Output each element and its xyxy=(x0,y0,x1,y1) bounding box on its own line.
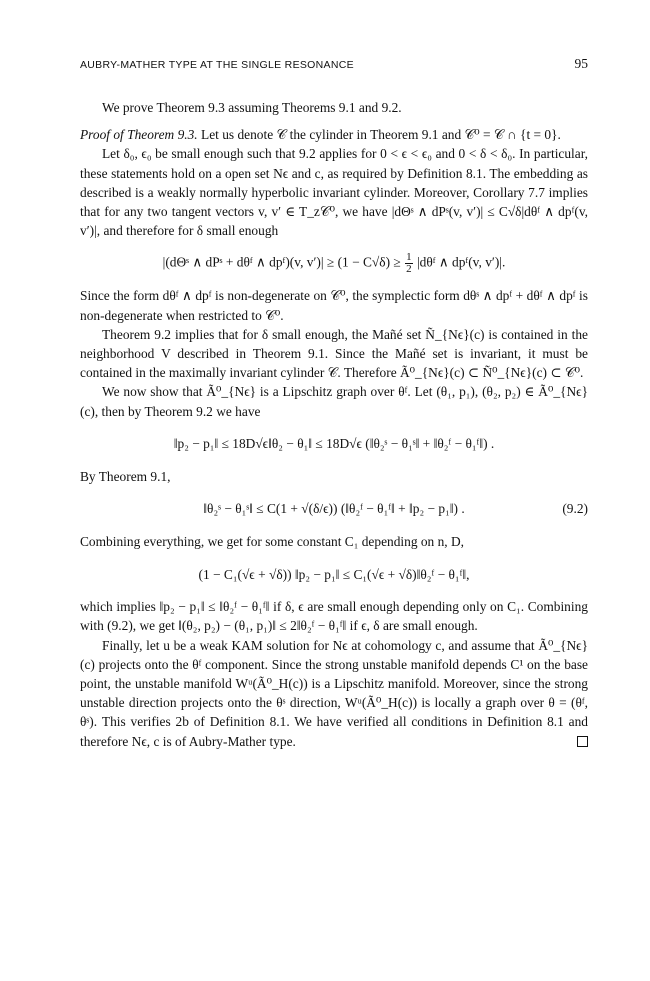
equation-3 xyxy=(80,498,588,520)
equation-3-number: (9.2) xyxy=(562,501,588,517)
proof-label: Proof of Theorem 9.3. xyxy=(80,127,198,143)
equation-1-rhs: |dθᶠ ∧ dpᶠ(v, v′)|. xyxy=(416,254,506,270)
equation-1-fraction xyxy=(405,252,413,275)
proof-paragraph-6: By Theorem 9.1, xyxy=(80,468,171,484)
proof-paragraph-5: We now show that Ã⁰_{Nϵ} is a Lipschitz graph over θᶠ. Let (θ₁, p₁), (θ₂, p₂) ∈ Ã⁰_{Nϵ}(c), then by Theorem 9.2 we have xyxy=(80,384,588,419)
intro-paragraph: We prove Theorem 9.3 assuming Theorems 9.1 and 9.2. xyxy=(102,100,402,115)
page-number: 95 xyxy=(574,56,588,71)
proof-text-1: Let us denote 𝒞 the cylinder in Theorem 9.1 and 𝒞⁰ = 𝒞 ∩ {t = 0}. xyxy=(201,127,561,143)
qed-box-icon xyxy=(577,736,588,747)
proof-paragraph-8: which implies ‖p₂ − p₁‖ ≤ ‖θ₂ᶠ − θ₁ᶠ‖ if δ, ϵ are small enough depending only on C₁. Combining with (9.2), we get ‖(θ₂, p₂) − (θ₁, p₁)‖ ≤ 2‖θ₂ᶠ − θ₁ᶠ‖ if ϵ, δ are small enough. xyxy=(80,599,588,634)
equation-4 xyxy=(80,563,588,585)
fraction-denominator: 2 xyxy=(406,262,412,275)
equation-2 xyxy=(80,433,588,455)
equation-3-text: ‖θ₂ˢ − θ₁ˢ‖ ≤ C(1 + √(δ/ϵ)) (‖θ₂ᶠ − θ₁ᶠ‖ + ‖p₂ − p₁‖) . xyxy=(203,501,465,517)
equation-2-text: ‖p₂ − p₁‖ ≤ 18D√ϵ‖θ₂ − θ₁‖ ≤ 18D√ϵ (‖θ₂ˢ − θ₁ˢ‖ + ‖θ₂ᶠ − θ₁ᶠ‖) . xyxy=(173,436,495,452)
page-body xyxy=(80,98,588,751)
proof-paragraph-9 xyxy=(80,636,588,751)
proof-paragraph-1 xyxy=(80,125,588,144)
proof-paragraph-7: Combining everything, we get for some constant C₁ depending on n, D, xyxy=(80,534,465,550)
proof-paragraph-9-text: Finally, let u be a weak KAM solution for Nϵ at cohomology c, and assume that Ã⁰_{Nϵ}(c) projects onto the θᶠ component. Since the strong unstable manifold depends C¹ on the base point, the unstable manifold Wᵘ(Ã⁰_H(c)) is a Lipschitz manifold. Moreover, since the strong unstable direction projects onto the θˢ direction, Wᵘ(Ã⁰_H(c)) is locally a graph over θ = (θᶠ, θˢ). This verifies 2b of Definition 8.1. We have verified all conditions in Definition 8.1 and therefore Nϵ, c is of Aubry-Mather type. xyxy=(80,637,588,749)
proof-paragraph-2: Let δ₀, ϵ₀ be small enough such that 9.2 applies for 0 < ϵ < ϵ₀ and 0 < δ < δ₀. In particular, these statements hold on a open set Nϵ and c, as required by Definition 8.1. The embedding as described is a weakly normally hyperbolic invariant cylinder. Moreover, Corollary 7.7 implies that for any two tangent vectors v, v′ ∈ T_z𝒞⁰, we have |dΘˢ ∧ dPˢ(v, v′)| ≤ C√δ|dθᶠ ∧ dpᶠ(v, v′)|, and therefore for δ small enough xyxy=(80,146,588,239)
equation-4-text: (1 − C₁(√ϵ + √δ)) ‖p₂ − p₁‖ ≤ C₁(√ϵ + √δ)‖θ₂ᶠ − θ₁ᶠ‖, xyxy=(198,566,470,582)
page-header xyxy=(80,56,588,72)
equation-1-lhs: |(dΘˢ ∧ dPˢ + dθᶠ ∧ dpᶠ)(v, v′)| ≥ (1 − C√δ) ≥ xyxy=(162,254,401,270)
equation-1 xyxy=(80,252,588,274)
proof-paragraph-3: Since the form dθᶠ ∧ dpᶠ is non-degenerate on 𝒞⁰, the symplectic form dθˢ ∧ dpᶠ + dθᶠ ∧ dpᶠ is non-degenerate when restricted to 𝒞⁰. xyxy=(80,288,588,323)
proof-paragraph-4: Theorem 9.2 implies that for δ small enough, the Mañé set Ñ_{Nϵ}(c) is contained in the neighborhood V described in Theorem 9.1. Since the Mañé set is invariant, it must be contained in the maximally invariant cylinder 𝒞. Therefore Ã⁰_{Nϵ}(c) ⊂ Ñ⁰_{Nϵ}(c) ⊂ 𝒞⁰. xyxy=(80,326,588,381)
fraction-numerator: 1 xyxy=(406,250,412,263)
running-title: AUBRY-MATHER TYPE AT THE SINGLE RESONANCE xyxy=(80,59,354,71)
